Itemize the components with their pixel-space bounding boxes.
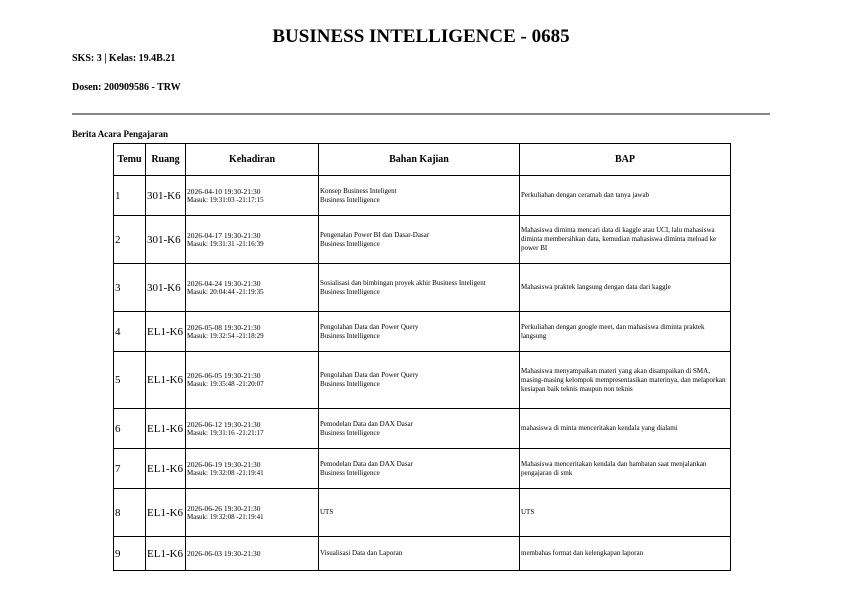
masuk-text: Masuk: 19:31:16 -21:21:17 (187, 428, 264, 437)
header-temu: Temu (114, 144, 146, 176)
cell-bap: Perkuliahan dengan google meet, dan mahasiswa diminta praktek langsung (520, 312, 731, 352)
cell-ruang: 301-K6 (146, 176, 186, 216)
kajian-topic: Pemodelan Data dan DAX Dasar (320, 419, 413, 428)
cell-kehadiran (186, 176, 319, 216)
masuk-text: Masuk: 19:31:31 -21:16:39 (187, 239, 264, 248)
cell-bap: membahas format dan kelengkapan laporan (520, 537, 731, 571)
cell-temu: 9 (114, 537, 146, 571)
header-ruang: Ruang (146, 144, 186, 176)
table-header-row (114, 144, 731, 176)
cell-kehadiran (186, 264, 319, 312)
kajian-course: Business Intelligence (320, 195, 380, 204)
kajian-course: Business Intelligence (320, 287, 380, 296)
cell-kehadiran (186, 537, 319, 571)
cell-bap: Mahasiswa praktek langsung dengan data dari kaggle (520, 264, 731, 312)
cell-bahan-kajian (319, 216, 520, 264)
header-bap: BAP (520, 144, 731, 176)
kajian-course: Business Intelligence (320, 380, 380, 388)
kajian-course: Business Intelligence (320, 428, 380, 437)
cell-temu: 2 (114, 216, 146, 264)
cell-temu: 8 (114, 489, 146, 537)
page-title: BUSINESS INTELLIGENCE - 0685 (272, 26, 570, 47)
cell-kehadiran (186, 449, 319, 489)
kajian-topic: UTS (320, 508, 334, 516)
sks-kelas-line: SKS: 3 | Kelas: 19.4B.21 (72, 53, 176, 64)
table-row (114, 216, 731, 264)
jadwal-text: 2026-04-10 19:30-21:30 (187, 186, 261, 196)
cell-bahan-kajian (319, 489, 520, 537)
kajian-topic: Pengolahan Data dan Power Query (320, 371, 419, 379)
kajian-topic: Visualisasi Data dan Laporan (320, 549, 403, 557)
cell-temu: 6 (114, 409, 146, 449)
header-kehadiran: Kehadiran (186, 144, 319, 176)
masuk-text: Masuk: 19:31:03 -21:17:15 (187, 195, 264, 204)
table-row (114, 264, 731, 312)
bap-table (113, 143, 731, 571)
section-label: Berita Acara Pengajaran (72, 129, 168, 139)
header-divider (72, 113, 770, 115)
kajian-topic: Pengenalan Power BI dan Dasar-Dasar (320, 230, 430, 239)
masuk-text: Masuk: 19:32:08 -21:19:41 (187, 468, 264, 477)
kajian-topic: Pengolahan Data dan Power Query (320, 322, 419, 331)
jadwal-text: 2026-04-24 19:30-21:30 (187, 278, 261, 288)
table-row (114, 312, 731, 352)
kajian-course: Business Intelligence (320, 239, 380, 248)
cell-kehadiran (186, 216, 319, 264)
cell-kehadiran (186, 489, 319, 537)
cell-bahan-kajian (319, 264, 520, 312)
cell-ruang: EL1-K6 (146, 537, 186, 571)
cell-ruang: 301-K6 (146, 264, 186, 312)
table-row (114, 537, 731, 571)
kajian-topic: Pemodelan Data dan DAX Dasar (320, 459, 413, 468)
cell-bahan-kajian (319, 449, 520, 489)
masuk-text: Masuk: 19:35:48 -21:20:07 (187, 380, 264, 388)
cell-ruang: EL1-K6 (146, 312, 186, 352)
table-row (114, 489, 731, 537)
cell-temu: 3 (114, 264, 146, 312)
cell-temu: 4 (114, 312, 146, 352)
cell-bahan-kajian (319, 176, 520, 216)
dosen-line: Dosen: 200909586 - TRW (72, 82, 181, 93)
table-row (114, 176, 731, 216)
cell-temu: 7 (114, 449, 146, 489)
jadwal-text: 2026-06-03 19:30-21:30 (187, 549, 261, 558)
kajian-course: Business Intelligence (320, 468, 380, 477)
jadwal-text: 2026-06-05 19:30-21:30 (187, 371, 261, 380)
cell-bahan-kajian (319, 409, 520, 449)
cell-temu: 5 (114, 352, 146, 409)
header-bahan-kajian: Bahan Kajian (319, 144, 520, 176)
masuk-text: Masuk: 19:32:54 -21:18:29 (187, 331, 264, 340)
cell-bahan-kajian (319, 537, 520, 571)
table-row (114, 352, 731, 409)
kajian-course: Business Intelligence (320, 331, 380, 340)
cell-bap: UTS (520, 489, 731, 537)
jadwal-text: 2026-06-19 19:30-21:30 (187, 459, 261, 469)
jadwal-text: 2026-04-17 19:30-21:30 (187, 230, 261, 240)
cell-kehadiran (186, 352, 319, 409)
cell-ruang: EL1-K6 (146, 449, 186, 489)
cell-bap: Mahasiswa diminta mencari data di kaggle atau UCI, lalu mahasiswa diminta membersihkan data, kemudian mahasiswa diminta meload ke power BI (520, 216, 731, 264)
table-row (114, 409, 731, 449)
cell-kehadiran (186, 312, 319, 352)
cell-bahan-kajian (319, 312, 520, 352)
cell-bahan-kajian (319, 352, 520, 409)
kajian-topic: Konsep Business Inteligent (320, 186, 397, 195)
cell-bap: Perkuliahan dengan ceramah dan tanya jawab (520, 176, 731, 216)
jadwal-text: 2026-06-12 19:30-21:30 (187, 419, 261, 429)
masuk-text: Masuk: 20:04:44 -21:19:35 (187, 287, 264, 296)
cell-temu: 1 (114, 176, 146, 216)
cell-kehadiran (186, 409, 319, 449)
cell-bap: Mahasiswa menceritakan kendala dan hambatan saat menjalankan pengajaran di smk (520, 449, 731, 489)
cell-ruang: EL1-K6 (146, 489, 186, 537)
cell-bap: mahasiswa di minta menceritakan kendala yang dialami (520, 409, 731, 449)
cell-ruang: EL1-K6 (146, 409, 186, 449)
jadwal-text: 2026-05-08 19:30-21:30 (187, 322, 261, 332)
cell-bap: Mahasiswa menyampaikan materi yang akan disampaikan di SMA, masing-masing kelompok mempresentasikan materinya, dan melaporkan kesiapan baik teknis maupun non teknis (520, 352, 731, 409)
kajian-topic: Sosialisasi dan bimbingan proyek akhir Business Inteligent (320, 278, 486, 287)
cell-ruang: EL1-K6 (146, 352, 186, 409)
table-row (114, 449, 731, 489)
masuk-text: Masuk: 19:32:08 -21:19:41 (187, 512, 264, 521)
jadwal-text: 2026-06-26 19:30-21:30 (187, 503, 261, 513)
cell-ruang: 301-K6 (146, 216, 186, 264)
